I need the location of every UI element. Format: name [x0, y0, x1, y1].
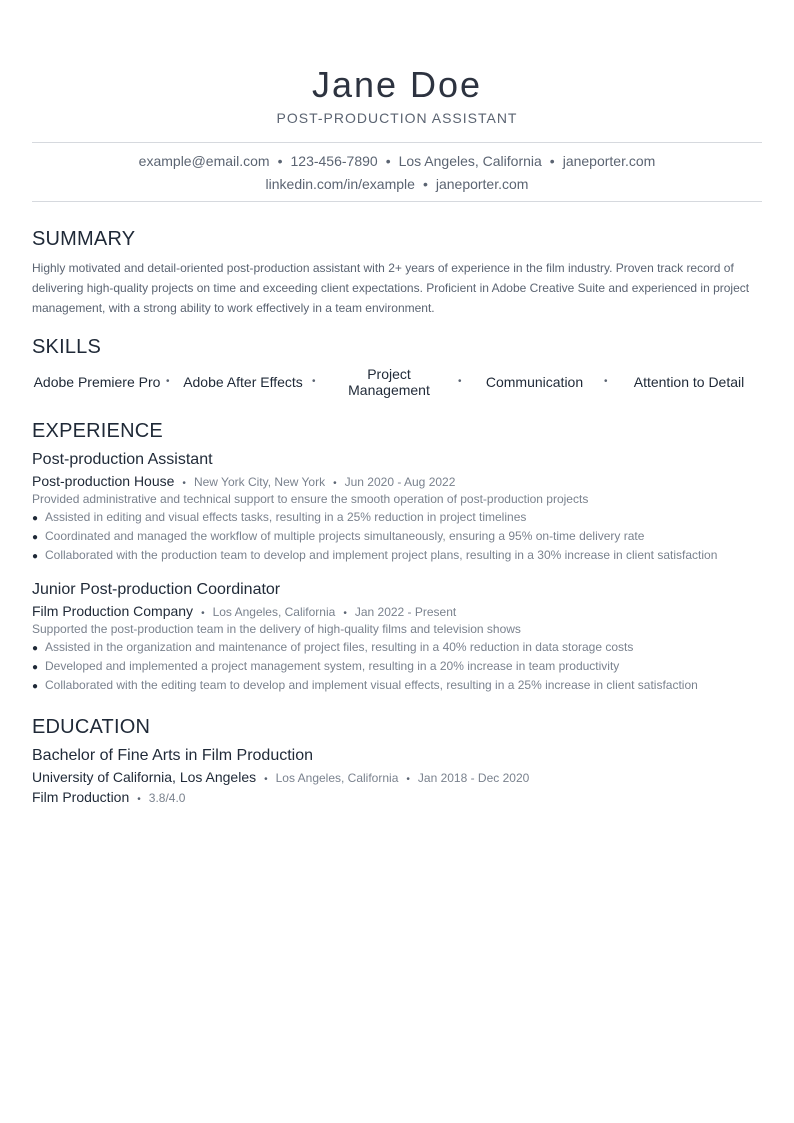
job-title: Post-production Assistant: [32, 451, 213, 468]
separator: •: [549, 153, 555, 169]
job-location: Los Angeles, California: [212, 605, 336, 619]
job-bullet: ● Assisted in editing and visual effects tasks, resulting in a 25% reduction in project timelines: [32, 510, 527, 524]
bullet-icon: ●: [32, 681, 39, 692]
summary-text: Highly motivated and detail-oriented post-production assistant with 2+ years of experience in the film industry. Proven track record of delivering high-quality projects on time and exceeding client expectations. Proficient in Adobe Creative Suite and experienced in project management, with a strong ability to work effectively in a team environment.: [32, 261, 750, 315]
job-location: New York City, New York: [193, 475, 326, 489]
separator: •: [333, 478, 337, 489]
separator: •: [385, 153, 391, 169]
job-description: Supported the post-production team in the delivery of high-quality films and television shows: [32, 622, 521, 636]
school-name: University of California, Los Angeles: [32, 769, 257, 785]
degree-title: Bachelor of Fine Arts in Film Production: [32, 747, 314, 764]
job-bullet: ● Collaborated with the editing team to develop and implement visual effects, resulting in a 25% increase in client satisfaction: [32, 678, 698, 692]
school-location: Los Angeles, California: [275, 771, 399, 785]
bullet-icon: ●: [32, 551, 39, 562]
education-heading: EDUCATION: [32, 716, 151, 738]
job-title: Junior Post-production Coordinator: [32, 581, 281, 598]
contact-location: Los Angeles, California: [398, 153, 542, 169]
bullet-icon: ●: [32, 662, 39, 673]
job-bullet: ● Developed and implemented a project management system, resulting in a 20% increase in team productivity: [32, 659, 620, 673]
separator: •: [312, 376, 316, 387]
skill-item: Project Management: [348, 366, 430, 398]
contact-email[interactable]: example@email.com: [138, 153, 270, 169]
skill-item: Adobe Premiere Pro: [33, 374, 161, 390]
separator: •: [182, 478, 186, 489]
skill-item: Attention to Detail: [633, 374, 745, 390]
job-bullet: ● Collaborated with the production team to develop and implement project plans, resulting in a 30% increase in client satisfaction: [32, 548, 718, 562]
job-company: Post-production House: [32, 473, 175, 489]
separator: •: [406, 774, 410, 785]
education-field: [32, 789, 185, 805]
job-meta: [32, 603, 456, 619]
bullet-icon: ●: [32, 513, 39, 524]
skill-item: Communication: [485, 374, 584, 390]
header-divider-bottom: [32, 201, 762, 202]
skill-item: Adobe After Effects: [183, 374, 303, 390]
separator: •: [604, 376, 608, 387]
job-dates: Jan 2022 - Present: [354, 605, 457, 619]
separator: •: [343, 608, 347, 619]
job-dates: Jun 2020 - Aug 2022: [344, 475, 456, 489]
skills-heading: SKILLS: [32, 336, 102, 358]
candidate-title: POST-PRODUCTION ASSISTANT: [276, 110, 518, 126]
separator: •: [422, 176, 428, 192]
job-bullet: ● Assisted in the organization and maintenance of project files, resulting in a 40% reduction in data storage costs: [32, 640, 634, 654]
job-bullet: ● Coordinated and managed the workflow of multiple projects simultaneously, ensuring a 95% on-time delivery rate: [32, 529, 645, 543]
summary-heading: SUMMARY: [32, 228, 136, 250]
skills-list: [32, 364, 762, 400]
job-description: Provided administrative and technical support to ensure the smooth operation of post-production projects: [32, 492, 589, 506]
contact-line-2: [32, 176, 762, 192]
separator: •: [458, 376, 462, 387]
separator: •: [201, 608, 205, 619]
gpa: 3.8/4.0: [148, 791, 186, 805]
header-divider-top: [32, 142, 762, 143]
job-meta: [32, 473, 455, 489]
bullet-icon: ●: [32, 643, 39, 654]
contact-linkedin[interactable]: linkedin.com/in/example: [265, 176, 415, 192]
education-meta: [32, 769, 529, 785]
separator: •: [277, 153, 283, 169]
separator: •: [166, 376, 170, 387]
contact-line-1: [32, 153, 762, 169]
bullet-icon: ●: [32, 532, 39, 543]
separator: •: [137, 794, 141, 805]
contact-website-2[interactable]: janeporter.com: [435, 176, 529, 192]
job-company: Film Production Company: [32, 603, 194, 619]
field-of-study: Film Production: [32, 789, 130, 805]
separator: •: [264, 774, 268, 785]
contact-website[interactable]: janeporter.com: [562, 153, 656, 169]
education-dates: Jan 2018 - Dec 2020: [417, 771, 530, 785]
contact-phone[interactable]: 123-456-7890: [290, 153, 378, 169]
candidate-name: Jane Doe: [311, 64, 483, 105]
experience-heading: EXPERIENCE: [32, 420, 163, 442]
